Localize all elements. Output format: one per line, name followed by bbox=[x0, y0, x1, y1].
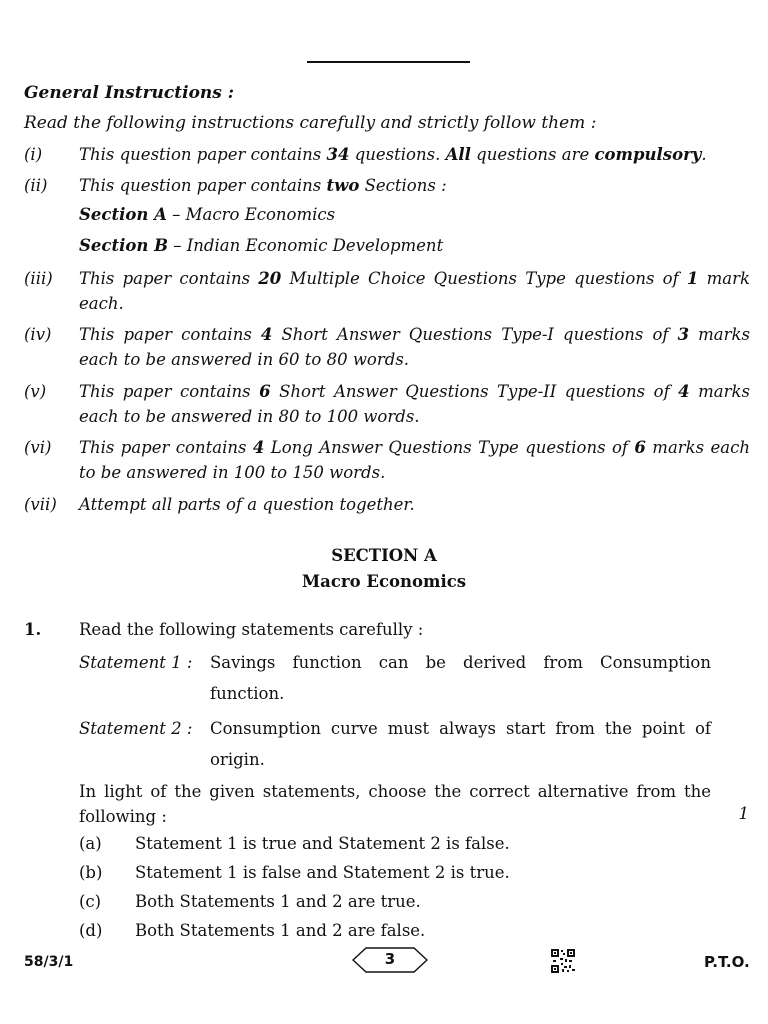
statement-label: Statement 1 : bbox=[79, 653, 193, 672]
section-heading: SECTION A bbox=[331, 546, 437, 565]
statement-label: Statement 2 : bbox=[79, 719, 193, 738]
option-a bbox=[79, 834, 510, 853]
paper-code: 58/3/1 bbox=[24, 954, 74, 970]
instruction-text: This question paper contains 34 questions. All questions are compulsory. bbox=[79, 145, 707, 164]
page-number-badge bbox=[352, 946, 428, 974]
instruction-number: (iv) bbox=[24, 325, 52, 344]
option-key: (d) bbox=[79, 921, 103, 940]
general-instructions-title: General Instructions : bbox=[24, 83, 235, 103]
instruction-item bbox=[24, 435, 750, 485]
option-key: (c) bbox=[79, 892, 102, 911]
page-number: 3 bbox=[384, 950, 396, 968]
option-text: Both Statements 1 and 2 are false. bbox=[135, 921, 426, 940]
question-number: 1. bbox=[24, 620, 42, 639]
section-name: Section A bbox=[79, 205, 167, 224]
qr-code-icon bbox=[551, 949, 575, 973]
instruction-item bbox=[24, 266, 750, 316]
general-instructions-intro: Read the following instructions carefully and strictly follow them : bbox=[24, 113, 597, 133]
statement-text: Savings function can be derived from Consumption function. bbox=[210, 653, 711, 703]
section-desc: – Macro Economics bbox=[172, 205, 336, 224]
option-d bbox=[79, 921, 425, 940]
statement-1 bbox=[79, 647, 711, 709]
option-b bbox=[79, 863, 510, 882]
option-c bbox=[79, 892, 421, 911]
section-a-listing bbox=[79, 205, 335, 224]
instruction-number: (ii) bbox=[24, 176, 48, 195]
top-rule bbox=[307, 61, 470, 63]
question-prompt: In light of the given statements, choose the correct alternative from the following : bbox=[79, 782, 711, 826]
instruction-item bbox=[24, 322, 750, 372]
instruction-text: This paper contains 4 Long Answer Questions Type questions of 6 marks each to be answered in 100 to 150 words. bbox=[79, 438, 751, 482]
instruction-number: (iii) bbox=[24, 269, 53, 288]
pto-label: P.T.O. bbox=[704, 953, 750, 971]
statement-2 bbox=[79, 713, 711, 775]
section-b-listing bbox=[79, 236, 443, 255]
instruction-item bbox=[24, 173, 750, 198]
statement-text: Consumption curve must always start from the point of origin. bbox=[210, 719, 711, 769]
instruction-number: (vii) bbox=[24, 495, 57, 514]
instruction-text: This paper contains 4 Short Answer Questions Type-I questions of 3 marks each to be answered in 60 to 80 words. bbox=[79, 325, 750, 369]
option-text: Both Statements 1 and 2 are true. bbox=[135, 892, 421, 911]
instruction-item bbox=[24, 142, 750, 167]
instruction-text: This paper contains 20 Multiple Choice Questions Type questions of 1 mark each. bbox=[79, 269, 750, 313]
option-text: Statement 1 is false and Statement 2 is true. bbox=[135, 863, 510, 882]
instruction-number: (vi) bbox=[24, 438, 52, 457]
question-stem: Read the following statements carefully : bbox=[79, 620, 424, 639]
instruction-text: Attempt all parts of a question together. bbox=[79, 495, 415, 514]
instruction-text: This paper contains 6 Short Answer Questions Type-II questions of 4 marks each to be answered in 80 to 100 words. bbox=[79, 382, 750, 426]
instruction-number: (v) bbox=[24, 382, 47, 401]
section-name: Section B bbox=[79, 236, 169, 255]
section-desc: – Indian Economic Development bbox=[173, 236, 444, 255]
instruction-item bbox=[24, 379, 750, 429]
option-key: (a) bbox=[79, 834, 102, 853]
instruction-item bbox=[24, 492, 750, 517]
instruction-text: This question paper contains two Sections : bbox=[79, 176, 447, 195]
option-text: Statement 1 is true and Statement 2 is false. bbox=[135, 834, 510, 853]
section-subheading: Macro Economics bbox=[301, 572, 467, 591]
question-marks: 1 bbox=[738, 804, 749, 823]
option-key: (b) bbox=[79, 863, 103, 882]
instruction-number: (i) bbox=[24, 145, 43, 164]
